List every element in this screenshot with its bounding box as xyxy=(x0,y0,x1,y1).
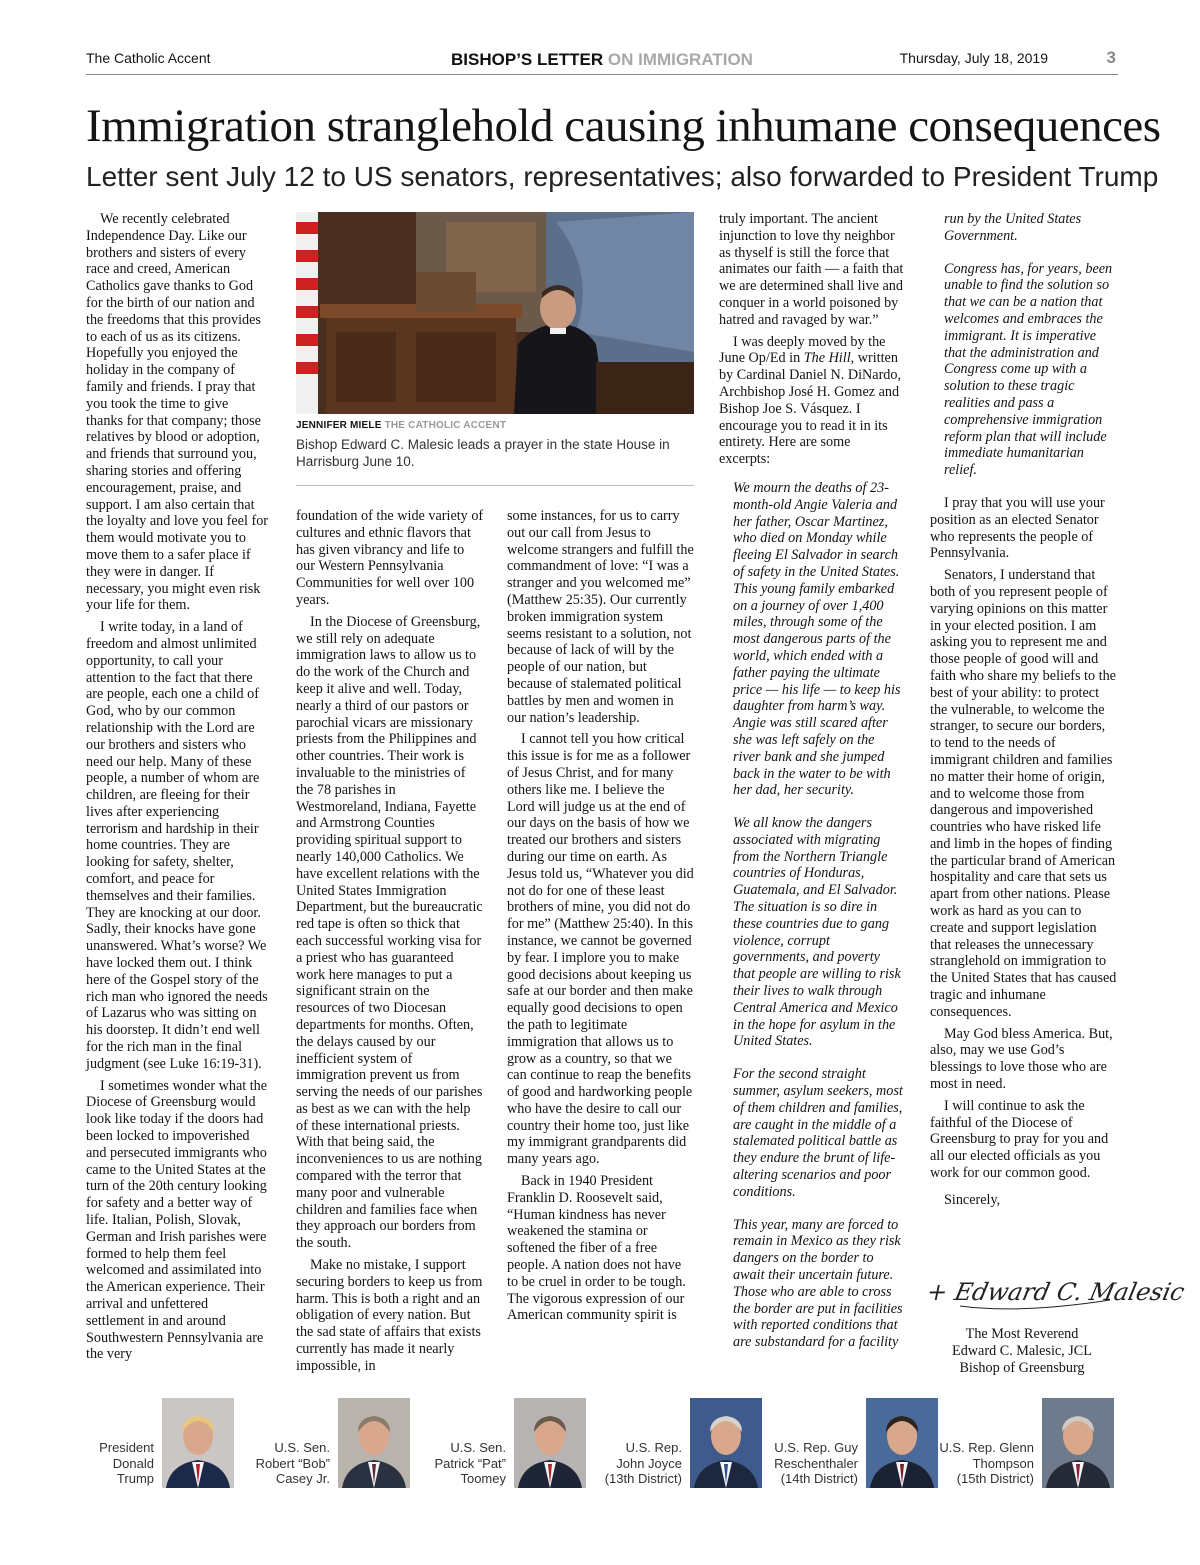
section-title-dark: BISHOP’S LETTER xyxy=(451,50,604,69)
official-label-line: Toomey xyxy=(460,1471,506,1486)
paragraph: I cannot tell you how critical this issue is for me as a follower of Jesus Christ, and for many others like me. I believe the Lord will judge us at the end of our days on the basis of how we treated our brothers and sisters during our time on earth. As Jesus told us, “Whatever you did not do for one of these least brothers of mine, you did not do for me” (Matthew 25:40). In this instance, we cannot be governed by fear. I implore you to make good decisions about keeping us safe at our border and then make equally good decisions to open the path to legitimate immigration that allows us to grow as a country, so that we can continue to reap the benefits of good and hardworking people who have the desire to call our country their home too, just like my immigrant grandparents did many years ago. xyxy=(507,731,694,1168)
photo-credit xyxy=(296,420,506,431)
paragraph-text: I was deeply moved by the June Op/Ed in xyxy=(719,333,886,367)
official-label xyxy=(605,1440,682,1487)
paragraph xyxy=(719,334,905,468)
official-label-line: Reschenthaler xyxy=(774,1455,858,1471)
paragraph: I write today, in a land of freedom and almost unlimited opportunity, to call your attention to the fact that there are people, each one a child of God, who by our common relationship with the Lord are our brothers and sisters who need our help. Many of these people, a number of whom are children, are fleeing for their lives after experiencing terrorism and hardship in their home countries. They are looking for safety, shelter, comfort, and peace for themselves and their families. They are knocking at our door. Sadly, their knocks have gone unanswered. What’s worse? We have locked them out. I think here of the Gospel story of the rich man who ignored the needs of Lazarus who was sitting on his doorstep. It didn’t end well for the rich man in the final judgment (see Luke 16:19-31). xyxy=(86,619,268,1072)
op-ed-excerpts xyxy=(719,480,905,1351)
subheadline: Letter sent July 12 to US senators, representatives; also forwarded to President Trump xyxy=(86,161,1159,192)
official-label-line: Trump xyxy=(116,1471,154,1486)
excerpt: For the second straight summer, asylum seekers, most of them children and families, are caught in the middle of a stalemated political battle as they endure the brunt of life-altering scenarios and poor conditions. xyxy=(733,1066,903,1200)
caption-divider xyxy=(296,485,694,486)
official-label-line: Patrick “Pat” xyxy=(434,1455,506,1471)
paragraph: May God bless America. But, also, may we use God’s blessings to love those who are most in need. xyxy=(930,1025,1113,1093)
us-flag xyxy=(296,212,318,414)
excerpt: Congress has, for years, been unable to find the solution so that we can be a nation that welcomes and embraces the immigrant. It is imperative that the administration and Congress come up with a solution to these tragic realities and pass a comprehensive immigration reform plan that will include immediate humanitarian relief. xyxy=(944,260,1113,479)
paragraph: Senators, I understand that both of you represent people of varying opinions on this matter in your elected position. I am asking you to represent me and those people of good will and faith who share my beliefs to the best of your ability: to protect the vulnerable, to welcome the stranger, to secure our borders, to tend to the needs of immigrant children and families no matter their home of origin, and to welcome those from dangerous and impoverished countries who have risked life and limb in the hopes of finding the particular brand of American hospitality and care that sets us apart from other nations. Please work as hard as you can to create and support legislation that releases the unnecessary stranglehold on immigration to the United States that has caused tragic and inhumane consequences. xyxy=(930,567,1117,1020)
official-label-line: Casey Jr. xyxy=(275,1471,330,1486)
official-card xyxy=(64,1398,234,1488)
op-ed-excerpts-continued xyxy=(930,211,1118,479)
official-label xyxy=(434,1440,506,1487)
paragraph: some instances, for us to carry out our call from Jesus to welcome strangers and fulfill the commandment of love: “I was a stranger and you welcomed me” (Matthew 25:35). Our currently broken immigration system seems resistant to a solution, not because of lack of will by the people of our nation, but because of stalemated political battles by men and women in our nation’s leadership. xyxy=(507,508,694,726)
bishop-signature xyxy=(924,1270,1188,1320)
excerpt: This year, many are forced to remain in Mexico as they risk dangers on the border to await their uncertain future. Those who are able to cross the border are put in facilities with reported conditions that are substandard for a facility xyxy=(733,1216,903,1351)
photo-credit-publication: THE CATHOLIC ACCENT xyxy=(384,420,507,431)
paper-name: The Catholic Accent xyxy=(86,50,211,66)
official-card xyxy=(939,1398,1114,1488)
paragraph: I will continue to ask the faithful of the Diocese of Greensburg to pray for you and all our elected officials as you work for our common good. xyxy=(930,1097,1109,1182)
publication-title: The Hill xyxy=(803,350,851,367)
official-label-line: Robert “Bob” xyxy=(255,1455,330,1471)
article-column-3 xyxy=(507,508,695,1324)
official-label-line: U.S. Sen. xyxy=(450,1440,506,1455)
house-chamber-image xyxy=(296,212,694,414)
headline: Immigration stranglehold causing inhumane consequences xyxy=(86,100,1161,152)
excerpt: We mourn the deaths of 23-month-old Angie Valeria and her father, Oscar Martinez, who died on Monday while fleeing El Salvador in search of safety in the United States. This young family embarked on a journey of over 1,400 miles, through some of the most dangerous parts of the world, which ended with a father paying the ultimate price — his life — to keep his daughter from harm’s way. Angie was still scared after she was left safely on the river bank and she jumped back in the water to be with her dad, her security. xyxy=(733,479,901,799)
section-title-grey: ON IMMIGRATION xyxy=(607,50,753,69)
official-label-line: (14th District) xyxy=(780,1471,858,1486)
official-portrait xyxy=(162,1398,234,1488)
paragraph: foundation of the wide variety of cultures and ethnic flavors that has given vibrancy and life to our Western Pennsylvania Communities for well over 100 years. xyxy=(296,508,484,608)
signer-role: Bishop of Greensburg xyxy=(959,1359,1085,1376)
closing: Sincerely, xyxy=(944,1191,1001,1208)
paragraph: I sometimes wonder what the Diocese of Greensburg would look like today if the doors had been locked to impoverished and persecuted immigrants who came to the United States at the turn of the 20th century looking for safety and a better way of life. Italian, Polish, Slovak, German and Irish parishes were formed to help them feel welcomed and assimilated into the American experience. Their arrival and unfettered settlement in and around Southwestern Pennsylvania are the very xyxy=(86,1077,268,1363)
signature-text: + Edward C. Malesic xyxy=(924,1277,1188,1306)
official-label-line: President xyxy=(99,1440,154,1455)
official-portrait xyxy=(866,1398,938,1488)
official-label xyxy=(774,1440,858,1487)
official-card xyxy=(240,1398,410,1488)
article-column-4 xyxy=(719,211,905,1351)
paragraph: In the Diocese of Greensburg, we still rely on adequate immigration laws to allow us to do the work of the Church and keep it alive and well. Today, nearly a third of our pastors or parochial vicars are missionary priests from the Philippines and other countries. Their work is invaluable to the ministries of the 78 parishes in Westmoreland, Indiana, Fayette and Armstrong Counties providing spiritual support to nearly 140,000 Catholics. We have excellent relations with the United States Immigration Department, but the bureaucratic red tape is often so thick that each successful working visa for a priest who has guaranteed work here manages to put a significant strain on the resources of two Diocesan departments for months. Often, the delays caused by our inefficient system of immigration prevent us from serving the needs of our parishes as best as we can with the help of these international priests. With that being said, the inconveniences to us are nothing compared with the terror that many poor and vulnerable children and families face when they approach our borders from the south. xyxy=(296,613,483,1252)
excerpt: We all know the dangers associated with migrating from the Northern Triangle countries of Honduras, Guatemala, and El Salvador. The situation is so dire in these countries due to gang violence, corrupt governments, and poverty that people are willing to risk their lives to walk through Central America and Mexico in the hope for asylum in the United States. xyxy=(733,815,901,1050)
official-portrait xyxy=(1042,1398,1114,1488)
photo-credit-name: JENNIFER MIELE xyxy=(296,420,382,431)
official-label xyxy=(256,1440,330,1487)
signer-title: The Most Reverend xyxy=(965,1326,1079,1342)
official-label-line: U.S. Sen. xyxy=(274,1440,330,1455)
issue-date: Thursday, July 18, 2019 xyxy=(899,50,1048,66)
paragraph: truly important. The ancient injunction to love thy neighbor as thyself is still the force that animates our faith — a faith that we are determined shall live and conquer in a world poisoned by hatred and ravaged by war.” xyxy=(719,211,904,328)
official-label-line: U.S. Rep. Glenn xyxy=(939,1440,1034,1455)
official-label-line: U.S. Rep. Guy xyxy=(774,1440,858,1455)
official-card xyxy=(592,1398,762,1488)
paragraph: We recently celebrated Independence Day. Like our brothers and sisters of every race and creed, American Catholics gave thanks to God for the birth of our nation and the freedoms that this provides to each of us as its citizens. Hopefully you enjoyed the holiday in the company of family and friends. I pray that you took the time to give thanks for that company; those relatives by blood or adoption, and friends that surround you, sharing stories and offering encouragement, praise, and support. I am also certain that the loyalty and love you feel for them would motivate you to move them to a safer place if they were in danger. If necessary, you might even risk your life for them. xyxy=(86,211,269,614)
official-label-line: Donald xyxy=(112,1455,154,1471)
paragraph: I pray that you will use your position as an elected Senator who represents the people of Pennsylvania. xyxy=(930,494,1105,562)
official-portrait xyxy=(514,1398,586,1488)
official-label-line: (15th District) xyxy=(956,1471,1034,1486)
article-column-1 xyxy=(86,211,268,1363)
official-card xyxy=(768,1398,938,1488)
signer-name: Edward C. Malesic, JCL xyxy=(952,1342,1092,1359)
photo-caption: Bishop Edward C. Malesic leads a prayer in the state House in Harrisburg June 10. xyxy=(296,437,670,469)
article-column-2 xyxy=(296,508,484,1375)
official-label xyxy=(99,1440,154,1487)
paragraph: Back in 1940 President Franklin D. Roosevelt said, “Human kindness has never weakened the stamina or softened the fiber of a free people. A nation does not have to be cruel in order to be tough. The vigorous expression of our American community spirit is xyxy=(507,1173,686,1324)
official-label-line: (13th District) xyxy=(604,1471,682,1486)
official-portrait xyxy=(338,1398,410,1488)
official-label-line: U.S. Rep. xyxy=(625,1440,682,1455)
excerpt: run by the United States Government. xyxy=(944,211,1082,244)
official-card xyxy=(416,1398,586,1488)
official-label xyxy=(939,1440,1034,1487)
signer-block xyxy=(930,1326,1114,1376)
official-portrait xyxy=(690,1398,762,1488)
paragraph: Make no mistake, I support securing borders to keep us from harm. This is both a right and an obligation of every nation. But the sad state of affairs that exists currently has made it nearly impossible, in xyxy=(296,1257,483,1374)
official-label-line: John Joyce xyxy=(616,1455,682,1471)
bishop-photo xyxy=(296,212,694,414)
page-number: 3 xyxy=(1106,48,1116,67)
article-column-5 xyxy=(930,211,1118,1209)
official-label-line: Thompson xyxy=(972,1455,1034,1471)
masthead xyxy=(86,44,1118,75)
paragraph-text: , written by Cardinal Daniel N. DiNardo, Archbishop José H. Gomez and Bishop Joe S. Vásquez. I encourage you to read it in its entirety. Here are some excerpts: xyxy=(719,350,902,468)
